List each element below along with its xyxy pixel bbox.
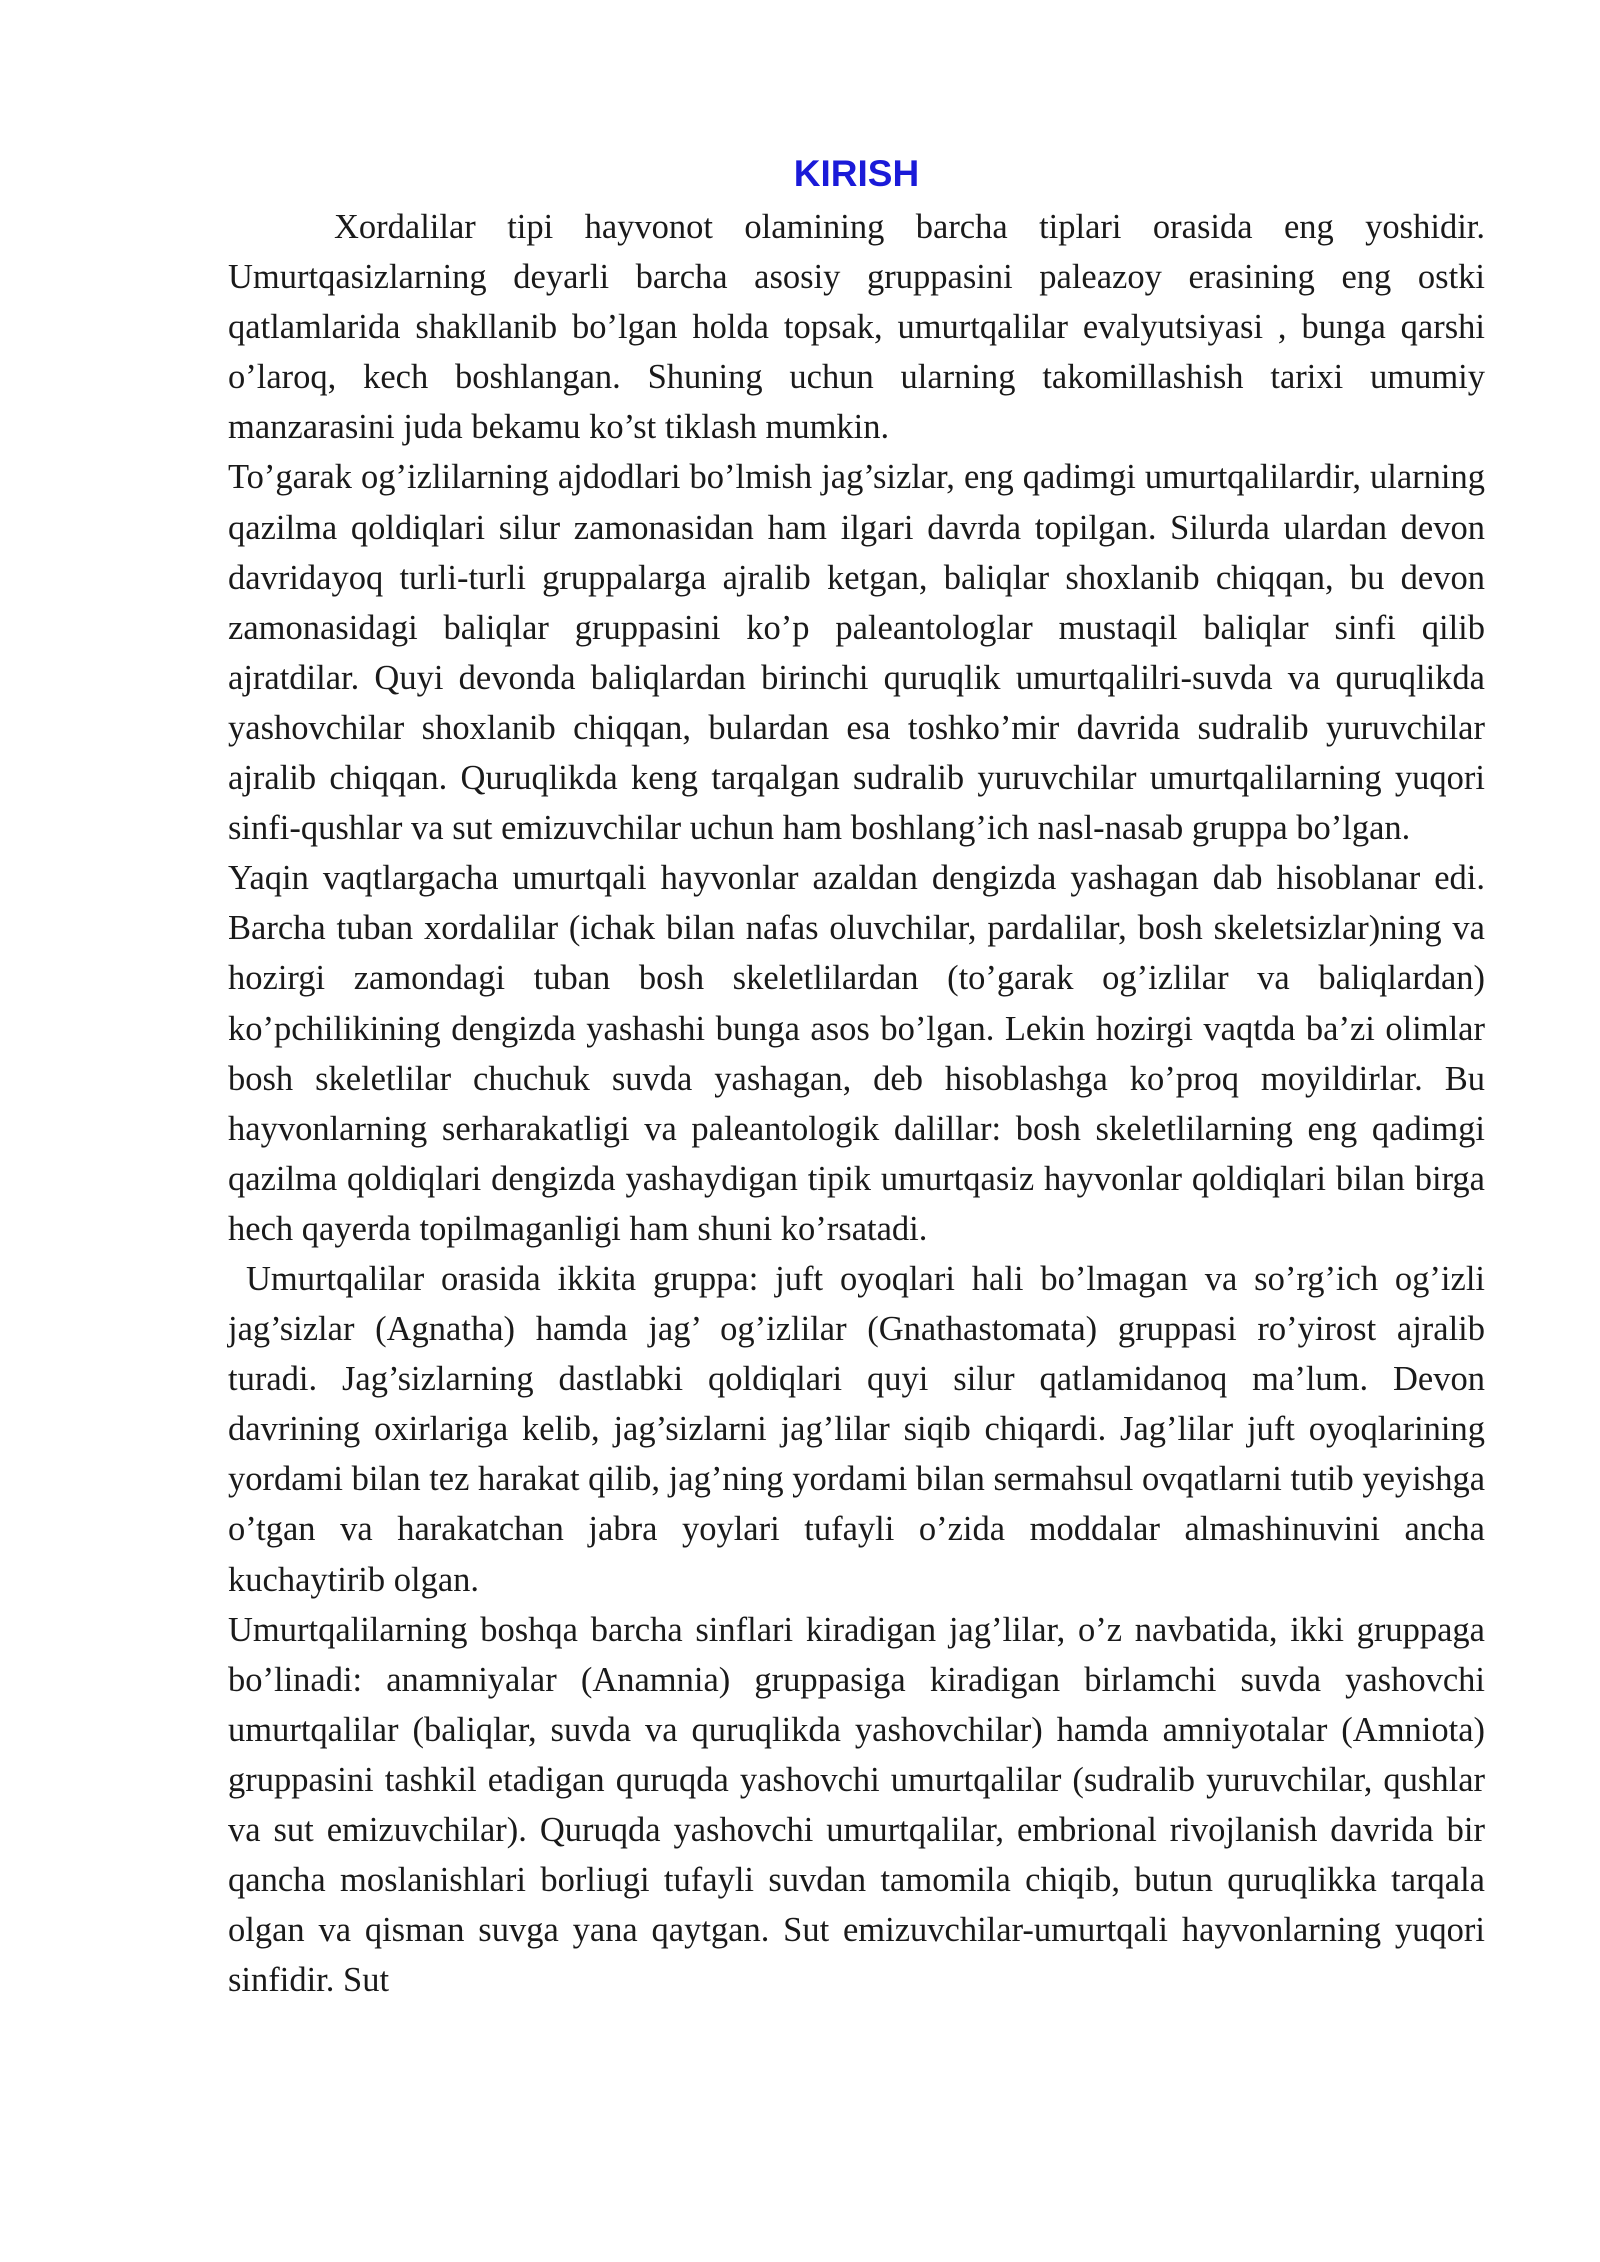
paragraph-5: Umurtqalilarning boshqa barcha sinflari kiradigan jag’lilar, o’z navbatida, ikki gruppaga bo’linadi: anamniyalar (Anamnia) gruppasiga kiradigan birlamchi suvda yashovchi umurtqalilar (baliqlar, suvda va quruqlikda yashovchilar) hamda amniyotalar (Amniota) gruppasini tashkil etadigan quruqda yashovchi umurtqalilar (sudralib yuruvchilar, qushlar va sut emizuvchilar). Quruqda yashovchi umurtqalilar, embrional rivojlanish davrida bir qancha moslanishlari borliugi tufayli suvdan tamomila chiqib, butun quruqlikka tarqala olgan va qisman suvga yana qaytgan. Sut emizuvchilar-umurtqali hayvonlarning yuqori sinfidir. Sut [228, 1610, 1485, 2000]
paragraph-4: Umurtqalilar orasida ikkita gruppa: juft oyoqlari hali bo’lmagan va so’rg’ich og’izli jag’sizlar (Agnatha) hamda jag’ og’izlilar (Gnathastomata) gruppasi ro’yirost ajralib turadi. Jag’sizlarning dastlabki qoldiqlari quyi silur qatlamidanoq ma’lum. Devon davrining oxirlariga kelib, jag’sizlarni jag’lilar siqib chiqardi. Jag’lilar juft oyoqlarining yordami bilan tez harakat qilib, jag’ning yordami bilan sermahsul ovqatlarni tutib yeyishga o’tgan va harakatchan jabra yoylari tufayli o’zida moddalar almashinuvini ancha kuchaytirib olgan. [228, 1259, 1486, 1599]
paragraph-1: Xordalilar tipi hayvonot olamining barcha tiplari orasida eng yoshidir. Umurtqasizlarning deyarli barcha asosiy gruppasini paleazoy erasining eng ostki qatlamlarida shakllanib bo’lgan holda topsak, umurtqalilar evalyutsiyasi , bunga qarshi o’laroq, kech boshlangan. Shuning uchun ularning takomillashish tarixi umumiy manzarasini juda bekamu ko’st tiklash mumkin. [228, 208, 1485, 447]
document-page [228, 148, 1485, 2005]
paragraph-2: To’garak og’izlilarning ajdodlari bo’lmish jag’sizlar, eng qadimgi umurtqalilardir, ularning qazilma qoldiqlari silur zamonasidan ham ilgari davrda topilgan. Silurda ulardan devon davridayoq turli-turli gruppalarga ajralib ketgan, baliqlar shoxlanib chiqqan, bu devon zamonasidagi baliqlar gruppasini ko’p paleantologlar mustaqil baliqlar sinfi qilib ajratdilar. Quyi devonda baliqlardan birinchi quruqlik umurtqalilri-suvda va quruqlikda yashovchilar shoxlanib chiqqan, bulardan esa toshko’mir davrida sudralib yuruvchilar ajralib chiqqan. Quruqlikda keng tarqalgan sudralib yuruvchilar umurtqalilarning yuqori sinfi-qushlar va sut emizuvchilar uchun ham boshlang’ich nasl-nasab gruppa bo’lgan. [228, 458, 1485, 848]
paragraph-3: Yaqin vaqtlargacha umurtqali hayvonlar azaldan dengizda yashagan dab hisoblanar edi. Barcha tuban xordalilar (ichak bilan nafas oluvchilar, pardalilar, bosh skeletsizlar)ning va hozirgi zamondagi tuban bosh skeletlilardan (to’garak og’izlilar va baliqlardan) ko’pchilikining dengizda yashashi bunga asos bo’lgan. Lekin hozirgi vaqtda ba’zi olimlar bosh skeletlilar chuchuk suvda yashagan, deb hisoblashga ko’proq moyildirlar. Bu hayvonlarning serharakatligi va paleantologik dalillar: bosh skeletlilarning eng qadimgi qazilma qoldiqlari dengizda yashaydigan tipik umurtqasiz hayvonlar qoldiqlari bilan birga hech qayerda topilmaganligi ham shuni ko’rsatadi. [228, 859, 1485, 1248]
page-title: KIRISH [793, 153, 920, 194]
